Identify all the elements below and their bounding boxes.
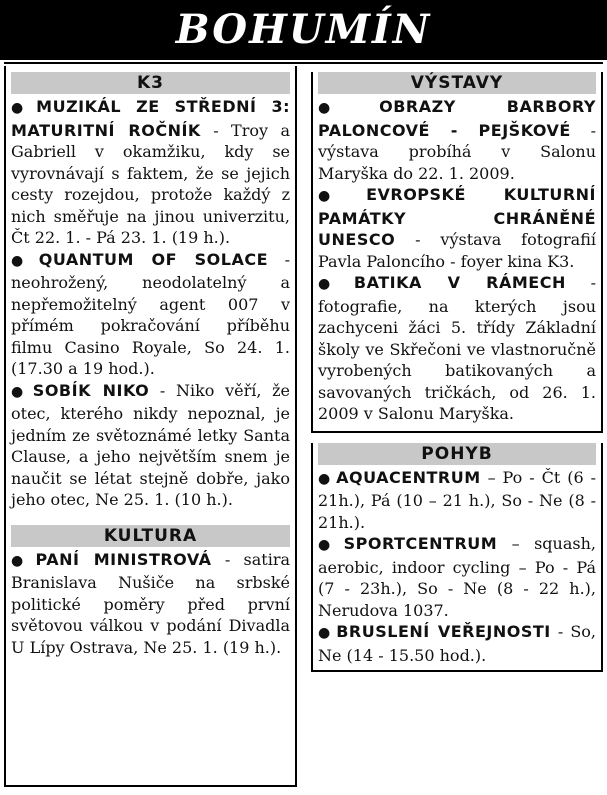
entry-title: BATIKA V RÁMECH bbox=[353, 273, 566, 292]
entry-text: - výstava fotografií Pavla Paloncího - foyer kina K3. bbox=[318, 230, 596, 271]
bullet-icon: ● bbox=[11, 552, 32, 569]
bullet-icon: ● bbox=[11, 100, 33, 116]
entry-title: SPORTCENTRUM bbox=[343, 534, 498, 553]
entry-title: SOBÍK NIKO bbox=[32, 380, 150, 400]
listing-entry bbox=[11, 380, 290, 511]
left-column bbox=[4, 66, 297, 787]
entry-title: MUZIKÁL ZE STŘEDNÍ 3: MATURITNÍ ROČNÍK bbox=[11, 97, 290, 140]
entry-text: - výstava probíhá v Salonu Maryška do 22. 1. 2009. bbox=[318, 120, 596, 183]
right-column bbox=[311, 66, 603, 787]
entry-text: – Po - Čt (6 - 21h.), Pá (10 – 21 h.), So - Ne (8 - 21h.). bbox=[318, 467, 596, 532]
bullet-icon: ● bbox=[318, 100, 376, 116]
entry-text: - Troy a Gabriell v okamžiku, kdy se vyrovnávají s faktem, že se jejich cesty rozejdou, protože každý z nich směřuje na jinou univerzitu, Čt 22. 1. - Pá 23. 1. (19 h.). bbox=[11, 120, 290, 247]
bullet-icon: ● bbox=[318, 625, 333, 641]
bullet-icon: ● bbox=[11, 383, 29, 400]
section-heading-k3: K3 bbox=[11, 72, 290, 94]
listing-entry bbox=[318, 184, 596, 272]
entry-title: EVROPSKÉ KULTURNÍ PAMÁTKY CHRÁNĚNÉ UNESCO bbox=[318, 185, 597, 249]
listing-entry bbox=[318, 272, 596, 425]
entry-text: - So, Ne (14 - 15.50 hod.). bbox=[318, 622, 596, 665]
listing-entry bbox=[318, 96, 596, 184]
entry-text: - fotografie, na kterých jsou zachyceni žáci 5. třídy Základní školy ve Skřečoni ve vlastnoručně vyrobených batikovaných a savovaných tričkách, od 26. 1. 2009 v Salonu Maryška. bbox=[318, 273, 596, 423]
vystavy-box bbox=[311, 72, 603, 433]
masthead bbox=[0, 0, 607, 60]
listing-entry bbox=[318, 467, 596, 534]
entry-title: AQUACENTRUM bbox=[336, 467, 481, 487]
section-heading-vystavy: VÝSTAVY bbox=[318, 72, 596, 94]
entry-title: OBRAZY BARBORY PALONCOVÉ - PEJŠKOVÉ bbox=[318, 97, 597, 140]
bullet-icon: ● bbox=[11, 252, 35, 269]
entry-text: - satira Branislava Nušiče na srbské politické poměry před první světovou válkou v podání Divadla U Lípy Ostrava, Ne 25. 1. (19 h.). bbox=[11, 549, 291, 657]
bullet-icon: ● bbox=[318, 470, 333, 487]
pohyb-box bbox=[311, 443, 603, 673]
bullet-icon: ● bbox=[318, 537, 340, 553]
listing-entry bbox=[11, 249, 290, 380]
bullet-icon: ● bbox=[318, 188, 363, 204]
section-heading-kultura: KULTURA bbox=[11, 525, 290, 547]
bullet-icon: ● bbox=[318, 276, 350, 292]
section-heading-pohyb: POHYB bbox=[318, 443, 596, 465]
entry-title: BRUSLENÍ VEŘEJNOSTI bbox=[336, 622, 551, 641]
listing-entry bbox=[11, 549, 290, 659]
entry-text: - Niko věří, že otec, kterého nikdy nepoznal, je jedním ze světoznámé letky Santa Clause, a jeho největším snem je naučit se létat stejně dobře, jako jeho otec, Ne 25. 1. (10 h.). bbox=[11, 380, 291, 509]
entry-title: PANÍ MINISTROVÁ bbox=[35, 549, 212, 569]
top-rule bbox=[4, 62, 603, 64]
listing-entry bbox=[11, 96, 290, 249]
listing-entry bbox=[318, 533, 596, 621]
listing-entry bbox=[318, 621, 596, 666]
entry-title: QUANTUM OF SOLACE bbox=[38, 249, 268, 269]
page-title: BOHUMÍN bbox=[175, 6, 432, 53]
entry-text: - neohrožený, neodolatelný a nepřemožitelný agent 007 v přímém pokračování příběhu filmu Casino Royale, So 24. 1. (17.30 a 19 hod.). bbox=[11, 249, 290, 378]
entry-text: – squash, aerobic, indoor cycling – Po - Pá (7 - 23h.), So - Ne (8 - 22 h.), Nerudova 1037. bbox=[318, 534, 596, 620]
